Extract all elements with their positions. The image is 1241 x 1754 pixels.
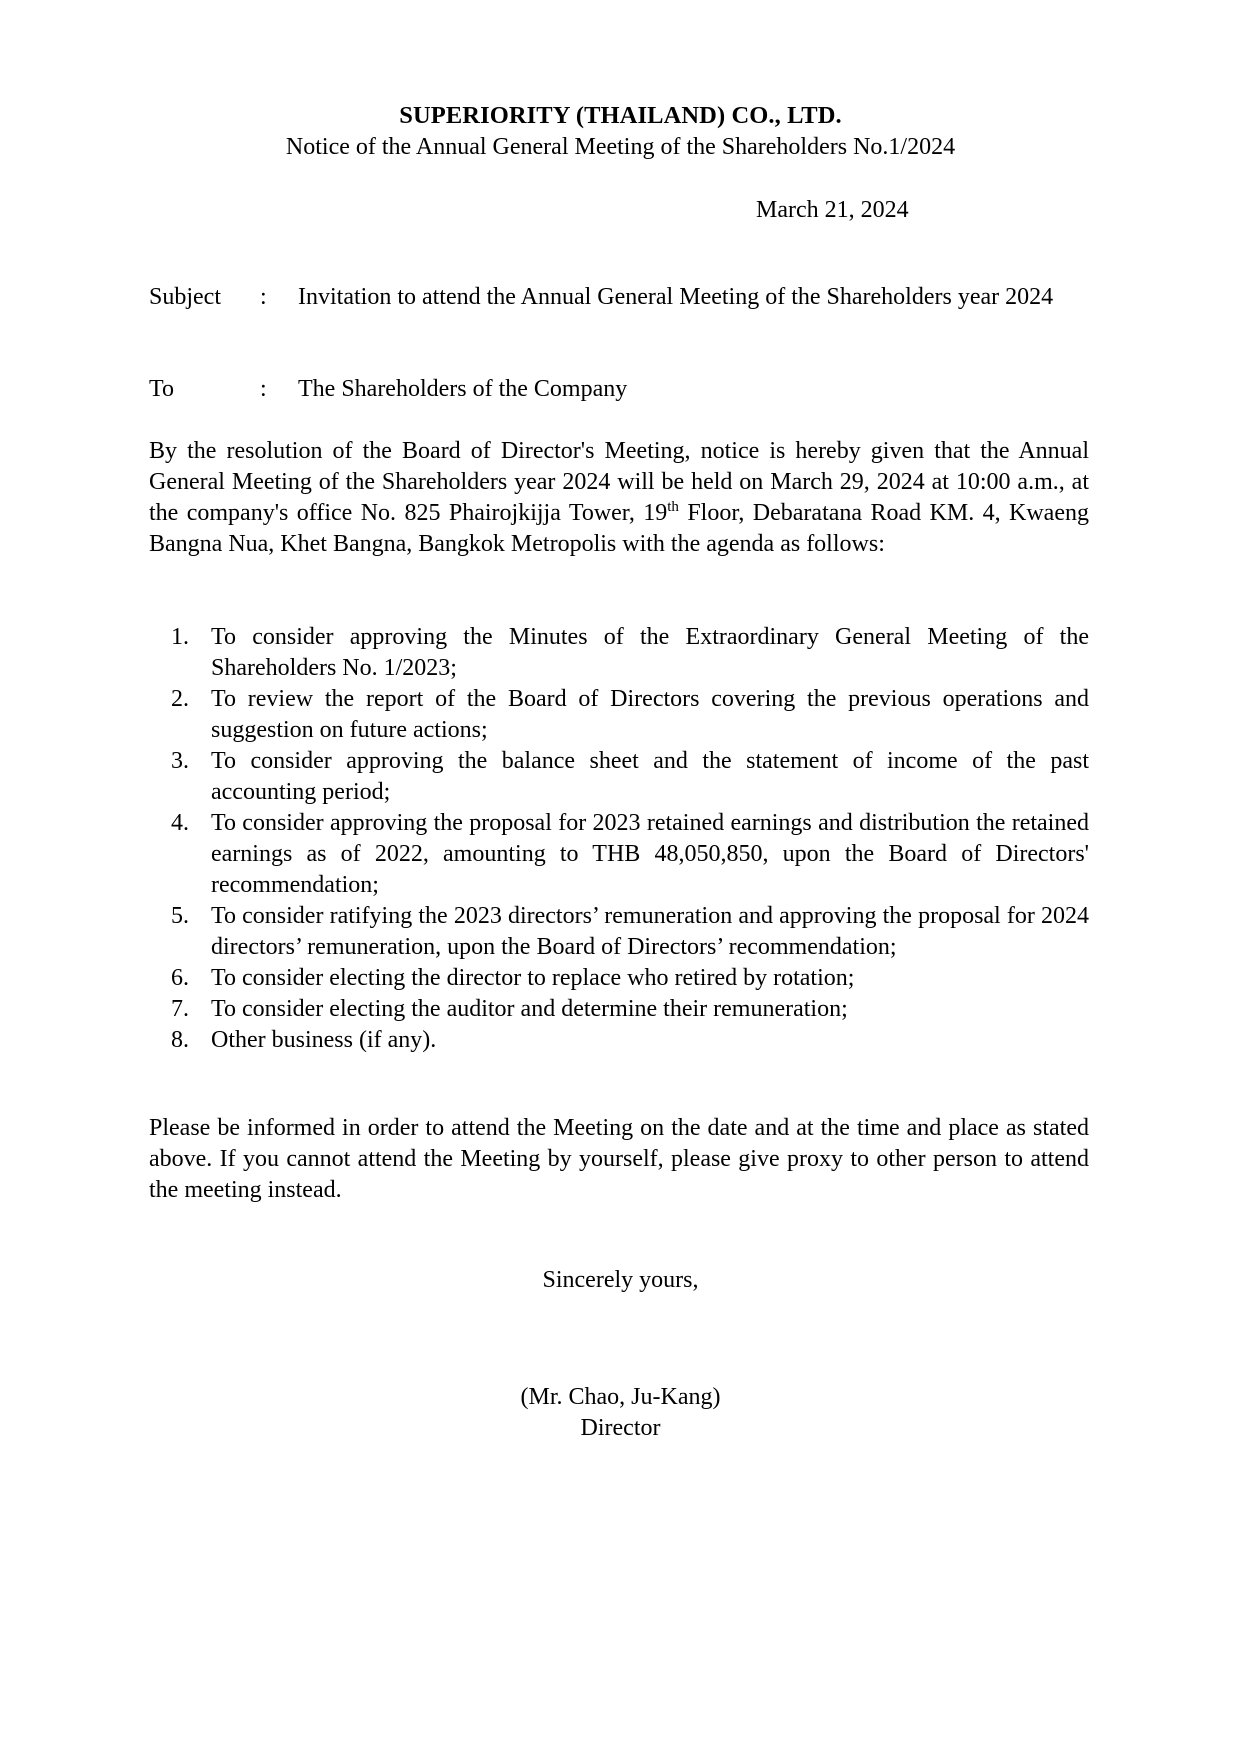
agenda-item xyxy=(149,963,1089,994)
company-name: SUPERIORITY (THAILAND) CO., LTD. xyxy=(399,102,842,129)
agenda-item-text: To consider electing the director to replace who retired by rotation; xyxy=(211,965,855,991)
agenda-item xyxy=(149,1025,1089,1056)
intro-superscript: th xyxy=(667,499,679,515)
intro-text-part1: By the resolution of the Board of Director's Meeting, notice is hereby given that the Annual General Meeting of the Shareholders year 2024 will be held on March 29, 2024 at 10:00 a.m., at the company's office No. 825 Phairojkijja Tower, 19 xyxy=(149,438,1089,526)
agenda-item-number: 1. xyxy=(171,624,189,650)
agenda-item xyxy=(149,684,1089,746)
agenda-item-number: 4. xyxy=(171,810,189,836)
agenda-item-number: 8. xyxy=(171,1027,189,1053)
agenda-item-number: 7. xyxy=(171,996,189,1022)
notice-title: Notice of the Annual General Meeting of the Shareholders No.1/2024 xyxy=(285,134,956,160)
to-text: The Shareholders of the Company xyxy=(298,376,628,402)
agenda-item-text: Other business (if any). xyxy=(211,1027,437,1053)
subject-separator: : xyxy=(260,284,267,310)
subject-label: Subject xyxy=(149,284,221,310)
agenda-item-text: To consider approving the balance sheet and the statement of income of the past accounting period; xyxy=(211,748,1089,805)
agenda-item-text: To consider approving the Minutes of the Extraordinary General Meeting of the Shareholders No. 1/2023; xyxy=(211,624,1089,681)
to-separator: : xyxy=(260,376,267,402)
agenda-item-number: 2. xyxy=(171,686,189,712)
agenda-item-number: 3. xyxy=(171,748,189,774)
notice-date: March 21, 2024 xyxy=(756,197,909,223)
signer-title: Director xyxy=(580,1415,661,1441)
to-label: To xyxy=(149,376,174,402)
agenda-item-number: 5. xyxy=(171,903,189,929)
agenda-item-text: To consider electing the auditor and determine their remuneration; xyxy=(211,996,848,1022)
signer-name: (Mr. Chao, Ju-Kang) xyxy=(520,1384,721,1410)
agenda-list xyxy=(149,622,1089,1056)
subject-text: Invitation to attend the Annual General Meeting of the Shareholders year 2024 xyxy=(298,284,1054,310)
closing-paragraph: Please be informed in order to attend the Meeting on the date and at the time and place as stated above. If you cannot attend the Meeting by yourself, please give proxy to other person to attend the meeting instead. xyxy=(149,1115,1089,1203)
agenda-item-number: 6. xyxy=(171,965,189,991)
agenda-item xyxy=(149,901,1089,963)
agenda-item xyxy=(149,622,1089,684)
agenda-item-text: To consider ratifying the 2023 directors’ remuneration and approving the proposal for 2024 directors’ remuneration, upon the Board of Directors’ recommendation; xyxy=(211,903,1089,960)
agenda-item xyxy=(149,808,1089,901)
intro-text-part2: Floor, Debaratana Road KM. 4, Kwaeng Bangna Nua, Khet Bangna, Bangkok Metropolis with the agenda as follows: xyxy=(149,500,1089,557)
agenda-item xyxy=(149,746,1089,808)
agenda-item xyxy=(149,994,1089,1025)
intro-paragraph xyxy=(149,436,1089,560)
closing-salutation: Sincerely yours, xyxy=(542,1267,699,1293)
agenda-item-text: To consider approving the proposal for 2023 retained earnings and distribution the retained earnings as of 2022, amounting to THB 48,050,850, upon the Board of Directors' recommendation; xyxy=(211,810,1089,898)
agenda-item-text: To review the report of the Board of Directors covering the previous operations and suggestion on future actions; xyxy=(211,686,1089,743)
